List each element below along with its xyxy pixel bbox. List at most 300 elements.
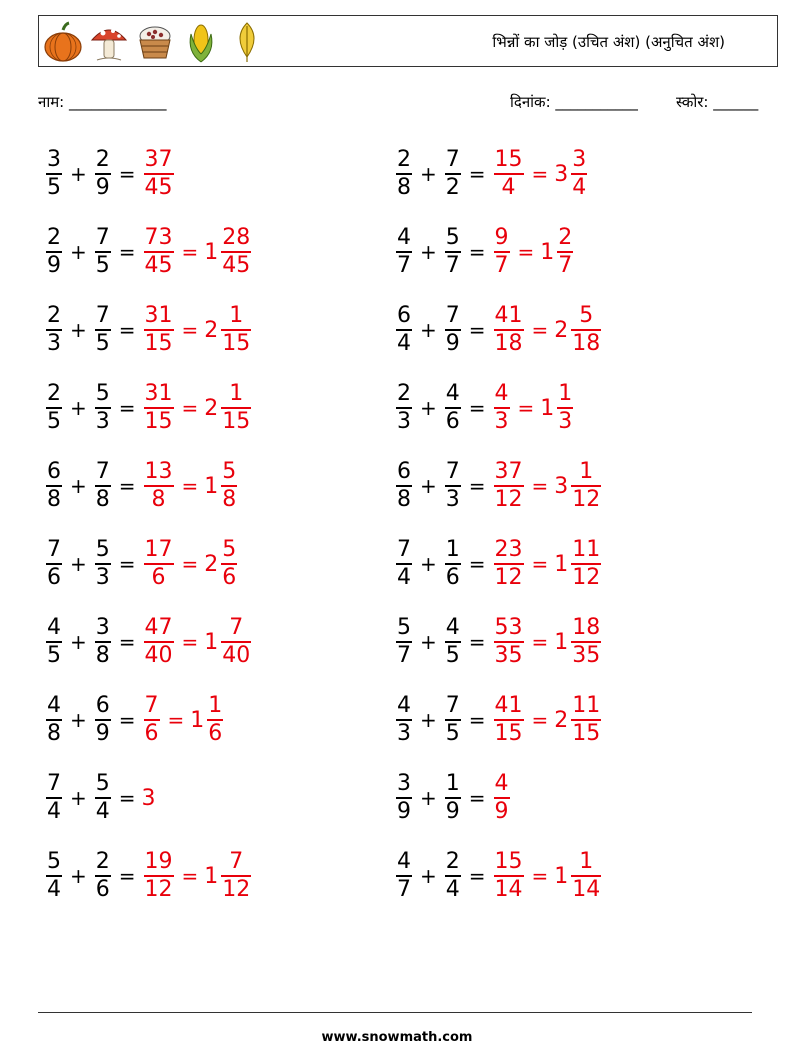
numerator: 1 <box>445 771 460 797</box>
plus-sign: + <box>70 786 87 810</box>
fraction <box>95 615 111 669</box>
denominator: 7 <box>558 252 573 278</box>
fraction <box>396 459 412 513</box>
numerator: 7 <box>229 849 244 875</box>
denominator: 45 <box>144 174 173 200</box>
numerator: 28 <box>222 225 251 251</box>
equals-sign: = <box>517 396 535 420</box>
equals-sign: = <box>468 708 486 732</box>
equals-sign: = <box>118 162 136 186</box>
numerator: 2 <box>558 225 573 251</box>
denominator: 4 <box>397 330 411 356</box>
problem-row <box>44 534 239 594</box>
denominator: 12 <box>222 876 251 902</box>
numerator: 4 <box>47 615 61 641</box>
mushroom-icon <box>89 20 129 64</box>
score-field: स्कोर: ______ <box>676 93 759 111</box>
problem-row <box>44 144 176 204</box>
numerator: 53 <box>494 615 523 641</box>
fraction <box>445 771 461 825</box>
equals-sign: = <box>468 162 486 186</box>
mixed-fraction <box>571 459 601 513</box>
fraction <box>494 693 524 747</box>
fraction <box>144 459 174 513</box>
problem-row <box>394 144 589 204</box>
numerator: 2 <box>47 225 61 251</box>
denominator: 15 <box>222 408 251 434</box>
denominator: 4 <box>47 798 61 824</box>
plus-sign: + <box>420 162 437 186</box>
plus-sign: + <box>420 474 437 498</box>
equals-sign: = <box>118 630 136 654</box>
equals-sign: = <box>468 552 486 576</box>
numerator: 3 <box>397 771 411 797</box>
denominator: 5 <box>47 408 61 434</box>
denominator: 5 <box>445 720 460 746</box>
mixed-fraction <box>571 849 601 903</box>
fraction <box>445 225 461 279</box>
denominator: 12 <box>494 564 523 590</box>
fraction <box>445 459 461 513</box>
numerator: 4 <box>494 771 509 797</box>
numerator: 7 <box>95 225 110 251</box>
denominator: 12 <box>494 486 523 512</box>
numerator: 37 <box>144 147 173 173</box>
denominator: 9 <box>445 798 460 824</box>
denominator: 18 <box>572 330 601 356</box>
header-box <box>38 15 778 67</box>
numerator: 6 <box>47 459 61 485</box>
mixed-whole: 2 <box>554 707 569 733</box>
pumpkin-icon <box>43 20 83 64</box>
numerator: 1 <box>579 459 594 485</box>
denominator: 5 <box>47 174 61 200</box>
plus-sign: + <box>70 864 87 888</box>
problem-row <box>394 300 603 360</box>
corn-icon <box>181 20 221 64</box>
denominator: 4 <box>445 876 460 902</box>
denominator: 6 <box>222 564 237 590</box>
mixed-whole: 1 <box>554 863 569 889</box>
fraction <box>494 147 524 201</box>
denominator: 3 <box>445 486 460 512</box>
equals-sign: = <box>531 630 549 654</box>
denominator: 12 <box>572 564 601 590</box>
mixed-fraction <box>221 225 251 279</box>
plus-sign: + <box>70 162 87 186</box>
mixed-fraction <box>221 537 237 591</box>
numerator: 7 <box>95 459 110 485</box>
mixed-fraction <box>221 303 251 357</box>
fraction <box>46 771 62 825</box>
numerator: 37 <box>494 459 523 485</box>
answer-whole: 3 <box>141 785 156 811</box>
numerator: 2 <box>47 381 61 407</box>
numerator: 5 <box>579 303 594 329</box>
plus-sign: + <box>420 240 437 264</box>
mixed-whole: 3 <box>554 473 569 499</box>
numerator: 4 <box>397 693 411 719</box>
equals-sign: = <box>468 630 486 654</box>
fraction <box>144 381 174 435</box>
numerator: 2 <box>397 381 411 407</box>
numerator: 31 <box>144 303 173 329</box>
equals-sign: = <box>181 474 199 498</box>
fraction <box>95 537 111 591</box>
numerator: 7 <box>445 693 460 719</box>
denominator: 4 <box>397 564 411 590</box>
equals-sign: = <box>118 786 136 810</box>
fraction <box>396 849 412 903</box>
numerator: 17 <box>144 537 173 563</box>
fraction <box>144 147 174 201</box>
denominator: 40 <box>222 642 251 668</box>
fraction <box>144 693 160 747</box>
denominator: 3 <box>558 408 573 434</box>
numerator: 15 <box>494 849 523 875</box>
fraction <box>396 381 412 435</box>
numerator: 13 <box>144 459 173 485</box>
mixed-whole: 2 <box>204 551 219 577</box>
problem-row <box>394 690 603 750</box>
fraction <box>46 459 62 513</box>
denominator: 45 <box>222 252 251 278</box>
problem-row <box>44 768 156 828</box>
numerator: 3 <box>572 147 587 173</box>
denominator: 7 <box>397 876 411 902</box>
fraction <box>144 303 174 357</box>
numerator: 5 <box>222 459 237 485</box>
numerator: 1 <box>229 303 244 329</box>
denominator: 7 <box>445 252 460 278</box>
problem-row <box>394 456 603 516</box>
denominator: 3 <box>494 408 509 434</box>
equals-sign: = <box>181 864 199 888</box>
basket-icon <box>135 20 175 64</box>
fraction <box>95 147 111 201</box>
numerator: 5 <box>445 225 460 251</box>
mixed-fraction <box>571 537 601 591</box>
plus-sign: + <box>420 552 437 576</box>
plus-sign: + <box>70 630 87 654</box>
denominator: 4 <box>47 876 61 902</box>
equals-sign: = <box>531 708 549 732</box>
equals-sign: = <box>468 396 486 420</box>
problem-row <box>44 846 253 906</box>
denominator: 12 <box>572 486 601 512</box>
mixed-whole: 1 <box>204 239 219 265</box>
denominator: 3 <box>95 564 110 590</box>
numerator: 18 <box>572 615 601 641</box>
mixed-fraction <box>571 147 587 201</box>
equals-sign: = <box>118 474 136 498</box>
numerator: 11 <box>572 537 601 563</box>
numerator: 31 <box>144 381 173 407</box>
denominator: 5 <box>95 252 110 278</box>
problem-row <box>394 378 575 438</box>
plus-sign: + <box>70 318 87 342</box>
mixed-fraction <box>557 225 573 279</box>
equals-sign: = <box>118 396 136 420</box>
numerator: 5 <box>95 537 110 563</box>
problem-row <box>44 378 253 438</box>
denominator: 14 <box>572 876 601 902</box>
fraction <box>494 225 510 279</box>
fraction <box>494 771 510 825</box>
footer-divider <box>38 1012 752 1013</box>
fraction <box>396 303 412 357</box>
fraction <box>396 537 412 591</box>
denominator: 9 <box>397 798 411 824</box>
worksheet-title: भिन्नों का जोड़ (उचित अंश) (अनुचित अंश) <box>492 33 725 51</box>
denominator: 8 <box>95 486 110 512</box>
denominator: 5 <box>47 642 61 668</box>
denominator: 9 <box>95 174 110 200</box>
date-field: दिनांक: ___________ <box>510 93 638 111</box>
equals-sign: = <box>468 864 486 888</box>
fraction <box>46 693 62 747</box>
numerator: 2 <box>397 147 411 173</box>
problem-row <box>44 222 253 282</box>
denominator: 7 <box>397 642 411 668</box>
mixed-fraction <box>221 849 251 903</box>
plus-sign: + <box>70 396 87 420</box>
fraction <box>144 615 174 669</box>
numerator: 7 <box>47 537 61 563</box>
name-field: नाम: _____________ <box>38 93 167 111</box>
fraction <box>144 225 174 279</box>
fraction <box>95 771 111 825</box>
fraction <box>396 615 412 669</box>
denominator: 3 <box>95 408 110 434</box>
equals-sign: = <box>118 240 136 264</box>
numerator: 3 <box>95 615 110 641</box>
numerator: 4 <box>445 615 460 641</box>
numerator: 4 <box>445 381 460 407</box>
mixed-whole: 1 <box>554 629 569 655</box>
fraction <box>494 459 524 513</box>
denominator: 14 <box>494 876 523 902</box>
denominator: 12 <box>144 876 173 902</box>
fraction <box>494 303 524 357</box>
denominator: 15 <box>494 720 523 746</box>
denominator: 4 <box>501 174 516 200</box>
equals-sign: = <box>531 864 549 888</box>
problem-row <box>394 768 512 828</box>
denominator: 6 <box>144 720 159 746</box>
numerator: 6 <box>95 693 110 719</box>
leaf-icon <box>227 20 267 64</box>
fraction <box>46 615 62 669</box>
equals-sign: = <box>181 630 199 654</box>
numerator: 7 <box>445 147 460 173</box>
numerator: 2 <box>47 303 61 329</box>
denominator: 6 <box>95 876 110 902</box>
numerator: 5 <box>95 771 110 797</box>
fraction <box>95 459 111 513</box>
numerator: 5 <box>47 849 61 875</box>
fraction <box>95 381 111 435</box>
mixed-fraction <box>571 303 601 357</box>
denominator: 15 <box>222 330 251 356</box>
denominator: 18 <box>494 330 523 356</box>
fraction <box>95 849 111 903</box>
fraction <box>46 849 62 903</box>
denominator: 35 <box>572 642 601 668</box>
fraction <box>494 849 524 903</box>
plus-sign: + <box>420 786 437 810</box>
equals-sign: = <box>118 708 136 732</box>
numerator: 1 <box>445 537 460 563</box>
numerator: 2 <box>95 849 110 875</box>
fraction <box>494 381 510 435</box>
numerator: 4 <box>397 225 411 251</box>
plus-sign: + <box>420 864 437 888</box>
denominator: 9 <box>95 720 110 746</box>
numerator: 3 <box>47 147 61 173</box>
denominator: 6 <box>151 564 166 590</box>
numerator: 23 <box>494 537 523 563</box>
problem-row <box>394 846 603 906</box>
problem-row <box>44 690 225 750</box>
equals-sign: = <box>468 474 486 498</box>
problem-row <box>44 300 253 360</box>
equals-sign: = <box>181 240 199 264</box>
mixed-whole: 1 <box>540 239 555 265</box>
equals-sign: = <box>181 318 199 342</box>
fraction <box>144 537 174 591</box>
numerator: 4 <box>397 849 411 875</box>
numerator: 4 <box>47 693 61 719</box>
denominator: 45 <box>144 252 173 278</box>
equals-sign: = <box>181 552 199 576</box>
numerator: 1 <box>229 381 244 407</box>
numerator: 5 <box>222 537 237 563</box>
denominator: 9 <box>494 798 509 824</box>
fraction <box>445 303 461 357</box>
fraction <box>445 615 461 669</box>
denominator: 6 <box>47 564 61 590</box>
denominator: 15 <box>572 720 601 746</box>
numerator: 6 <box>397 459 411 485</box>
mixed-fraction <box>557 381 573 435</box>
mixed-whole: 1 <box>204 473 219 499</box>
denominator: 8 <box>397 486 411 512</box>
numerator: 9 <box>494 225 509 251</box>
fraction <box>46 381 62 435</box>
numerator: 7 <box>397 537 411 563</box>
numerator: 5 <box>95 381 110 407</box>
equals-sign: = <box>531 474 549 498</box>
fraction <box>46 225 62 279</box>
denominator: 35 <box>494 642 523 668</box>
numerator: 6 <box>397 303 411 329</box>
fraction <box>494 615 524 669</box>
numerator: 7 <box>445 303 460 329</box>
numerator: 7 <box>95 303 110 329</box>
numerator: 41 <box>494 303 523 329</box>
equals-sign: = <box>517 240 535 264</box>
problem-row <box>394 612 603 672</box>
mixed-whole: 2 <box>554 317 569 343</box>
fraction <box>46 303 62 357</box>
denominator: 8 <box>397 174 411 200</box>
numerator: 5 <box>397 615 411 641</box>
numerator: 4 <box>494 381 509 407</box>
fraction <box>396 147 412 201</box>
fraction <box>494 537 524 591</box>
denominator: 6 <box>445 408 460 434</box>
mixed-fraction <box>207 693 223 747</box>
numerator: 19 <box>144 849 173 875</box>
mixed-whole: 3 <box>554 161 569 187</box>
fraction <box>445 537 461 591</box>
denominator: 5 <box>445 642 460 668</box>
mixed-whole: 1 <box>540 395 555 421</box>
denominator: 7 <box>397 252 411 278</box>
mixed-whole: 1 <box>204 863 219 889</box>
plus-sign: + <box>420 630 437 654</box>
mixed-whole: 1 <box>204 629 219 655</box>
plus-sign: + <box>420 318 437 342</box>
numerator: 1 <box>558 381 573 407</box>
fraction <box>396 771 412 825</box>
fraction <box>445 849 461 903</box>
mixed-whole: 2 <box>204 395 219 421</box>
numerator: 7 <box>47 771 61 797</box>
mixed-fraction <box>221 459 237 513</box>
equals-sign: = <box>531 162 549 186</box>
icon-strip <box>43 20 267 64</box>
denominator: 40 <box>144 642 173 668</box>
denominator: 6 <box>208 720 223 746</box>
denominator: 3 <box>397 408 411 434</box>
fraction <box>396 225 412 279</box>
numerator: 7 <box>445 459 460 485</box>
numerator: 1 <box>208 693 223 719</box>
equals-sign: = <box>118 318 136 342</box>
fraction <box>445 381 461 435</box>
denominator: 9 <box>445 330 460 356</box>
denominator: 15 <box>144 330 173 356</box>
mixed-fraction <box>221 381 251 435</box>
numerator: 47 <box>144 615 173 641</box>
equals-sign: = <box>181 396 199 420</box>
denominator: 8 <box>47 486 61 512</box>
numerator: 73 <box>144 225 173 251</box>
fraction <box>445 147 461 201</box>
denominator: 8 <box>151 486 166 512</box>
mixed-fraction <box>571 693 601 747</box>
equals-sign: = <box>468 786 486 810</box>
mixed-fraction <box>571 615 601 669</box>
numerator: 2 <box>445 849 460 875</box>
numerator: 1 <box>579 849 594 875</box>
fraction <box>396 693 412 747</box>
fraction <box>95 225 111 279</box>
denominator: 15 <box>144 408 173 434</box>
numerator: 11 <box>572 693 601 719</box>
denominator: 8 <box>95 642 110 668</box>
denominator: 8 <box>222 486 237 512</box>
fraction <box>46 537 62 591</box>
fraction <box>95 693 111 747</box>
plus-sign: + <box>420 396 437 420</box>
plus-sign: + <box>70 240 87 264</box>
mixed-whole: 1 <box>554 551 569 577</box>
mixed-whole: 2 <box>204 317 219 343</box>
numerator: 41 <box>494 693 523 719</box>
